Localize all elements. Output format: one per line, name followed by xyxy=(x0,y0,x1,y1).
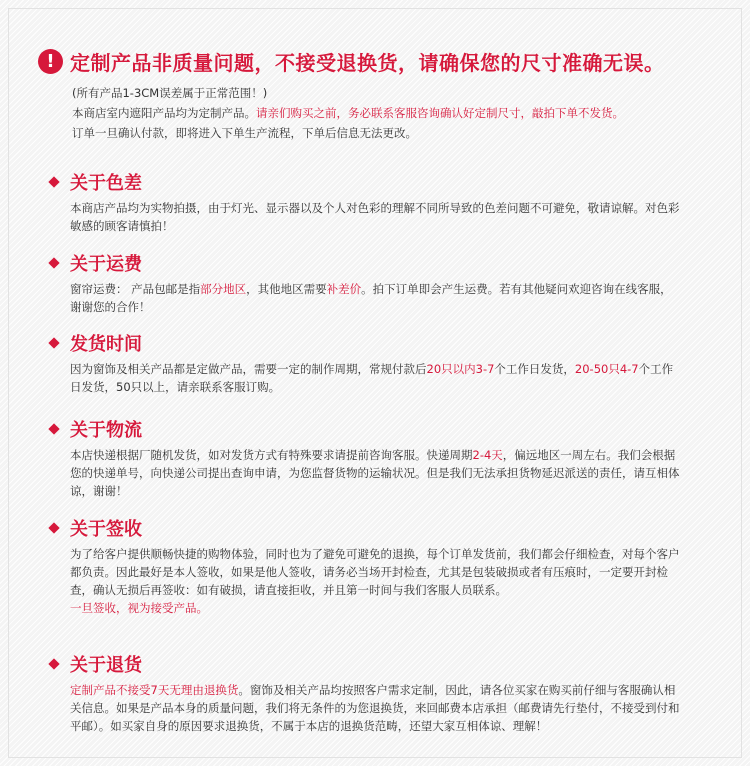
diamond-bullet-icon xyxy=(48,423,59,434)
exclamation-icon: ! xyxy=(38,49,63,74)
signing-note: 一旦签收，视为接受产品。 xyxy=(70,601,208,615)
section-color xyxy=(46,169,706,235)
diamond-bullet-icon xyxy=(48,658,59,669)
intro-error-note: (所有产品1-3CM误差属于正常范围！) xyxy=(72,86,268,100)
diamond-bullet-icon xyxy=(48,176,59,187)
section-dispatch xyxy=(46,330,706,396)
notice-title: 定制产品非质量问题，不接受退换货，请确保您的尺寸准确无误。 xyxy=(70,50,665,75)
section-body: 本店快递根据厂随机发货，如对发货方式有特殊要求请提前咨询客服。快递周期2-4天，偏远地区一周左右。我们会根据您的快递单号，向快递公司提出查询申请，为您监督货物的运输状况。但是我们无法承担货物延迟派送的责任，请互相体谅，谢谢！ xyxy=(70,448,680,498)
intro-notes xyxy=(72,83,722,143)
section-title: 关于退货 xyxy=(70,655,142,676)
section-logistics xyxy=(46,416,706,500)
section-body: 窗帘运费： 产品包邮是指部分地区，其他地区需要补差价。拍下订单即会产生运费。若有其他疑问欢迎咨询在线客服，谢谢您的合作！ xyxy=(70,282,672,314)
diamond-bullet-icon xyxy=(48,337,59,348)
diamond-bullet-icon xyxy=(48,522,59,533)
notice-header xyxy=(38,44,665,78)
section-body: 为了给客户提供顺畅快捷的购物体验，同时也为了避免可避免的退换，每个订单发货前，我们都会仔细检查，对每个客户都负责。因此最好是本人签收，如果是他人签收，请务必当场开封检查，尤其是包装破损或者有压痕时，一定要开封检查，确认无损后再签收：如有破损，请直接拒收，并且第一时间与我们客服人员联系。 一旦签收，视为接受产品。 xyxy=(70,547,680,615)
section-title: 发货时间 xyxy=(70,334,142,355)
section-title: 关于运费 xyxy=(70,254,142,275)
section-returns xyxy=(46,651,706,735)
intro-order-note: 订单一旦确认付款，即将进入下单生产流程，下单后信息无法更改。 xyxy=(72,126,417,140)
section-body: 定制产品不接受7天无理由退换货。窗饰及相关产品均按照客户需求定制，因此，请各位买家在购买前仔细与客服确认相关信息。如果是产品本身的质量问题，我们将无条件的为您退换货，来回邮费本店承担（邮费请先行垫付，不接受到付和平邮）。如买家自身的原因要求退换货，不属于本店的退换货范畴，还望大家互相体谅、理解！ xyxy=(70,683,680,733)
diamond-bullet-icon xyxy=(48,257,59,268)
section-title: 关于色差 xyxy=(70,173,142,194)
intro-custom-note: 本商店室内遮阳产品均为定制产品。请亲们购买之前，务必联系客服咨询确认好定制尺寸，敲拍下单不发货。 xyxy=(72,106,624,120)
section-body: 因为窗饰及相关产品都是定做产品，需要一定的制作周期，常规付款后20只以内3-7个工作日发货，20-50只4-7个工作日发货，50只以上，请亲联系客服订购。 xyxy=(70,362,674,394)
section-title: 关于签收 xyxy=(70,519,142,540)
section-signing xyxy=(46,515,706,617)
section-shipping-fee xyxy=(46,250,706,316)
section-body: 本商店产品均为实物拍摄，由于灯光、显示器以及个人对色彩的理解不同所导致的色差问题不可避免，敬请谅解。对色彩敏感的顾客请慎拍！ xyxy=(70,201,680,233)
section-title: 关于物流 xyxy=(70,420,142,441)
